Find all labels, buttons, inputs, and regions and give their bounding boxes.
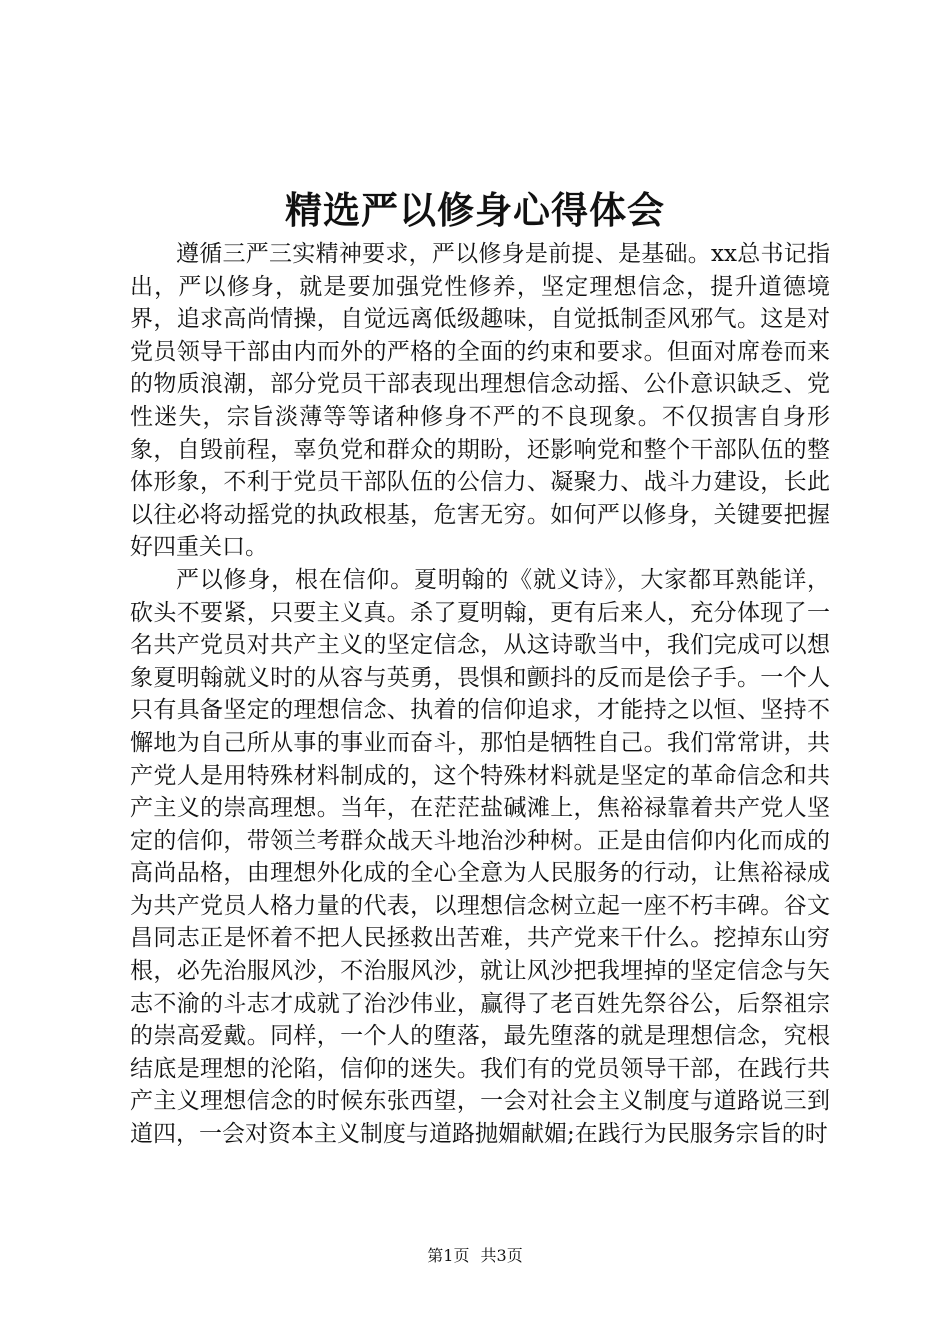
document-body <box>130 238 830 1151</box>
page-total: 共3页 <box>480 1246 523 1265</box>
paragraph-1: 遵循三严三实精神要求，严以修身是前提、是基础。xx总书记指出，严以修身，就是要加强党性修养，坚定理想信念，提升道德境界，追求高尚情操，自觉远离低级趣味，自觉抵制歪风邪气。这是对党员领导干部由内而外的严格的全面的约束和要求。但面对席卷而来的物质浪潮，部分党员干部表现出理想信念动摇、公仆意识缺乏、党性迷失，宗旨淡薄等等诸种修身不严的不良现象。不仅损害自身形象，自毁前程，辜负党和群众的期盼，还影响党和整个干部队伍的整体形象，不利于党员干部队伍的公信力、凝聚力、战斗力建设，长此以往必将动摇党的执政根基，危害无穷。如何严以修身，关键要把握好四重关口。 <box>130 241 830 561</box>
page-footer <box>0 1245 950 1267</box>
document-title: 精选严以修身心得体会 <box>285 188 665 232</box>
page-number: 第1页 <box>427 1246 470 1265</box>
paragraph-2: 严以修身，根在信仰。夏明翰的《就义诗》，大家都耳熟能详，砍头不要紧，只要主义真。杀了夏明翰，更有后来人，充分体现了一名共产党员对共产主义的坚定信念，从这诗歌当中，我们完成可以想象夏明翰就义时的从容与英勇，畏惧和颤抖的反而是侩子手。一个人只有具备坚定的理想信念、执着的信仰追求，才能持之以恒、坚持不懈地为自己所从事的事业而奋斗，那怕是牺牲自己。我们常常讲，共产党人是用特殊材料制成的，这个特殊材料就是坚定的革命信念和共产主义的崇高理想。当年，在茫茫盐碱滩上，焦裕禄靠着共产党人坚定的信仰，带领兰考群众战天斗地治沙种树。正是由信仰内化而成的高尚品格，由理想外化成的全心全意为人民服务的行动，让焦裕禄成为共产党员人格力量的代表，以理想信念树立起一座不朽丰碑。谷文昌同志正是怀着不把人民拯救出苦难，共产党来干什么。挖掉东山穷根，必先治服风沙，不治服风沙，就让风沙把我埋掉的坚定信念与矢志不渝的斗志才成就了治沙伟业，赢得了老百姓先祭谷公，后祭祖宗的崇高爱戴。同样，一个人的堕落，最先堕落的就是理想信念，究根结底是理想的沦陷，信仰的迷失。我们有的党员领导干部，在践行共产主义理想信念的时候东张西望，一会对社会主义制度与道路说三到道四，一会对资本主义制度与道路抛媚献媚;在践行为民服务宗旨的时 <box>130 566 830 1148</box>
